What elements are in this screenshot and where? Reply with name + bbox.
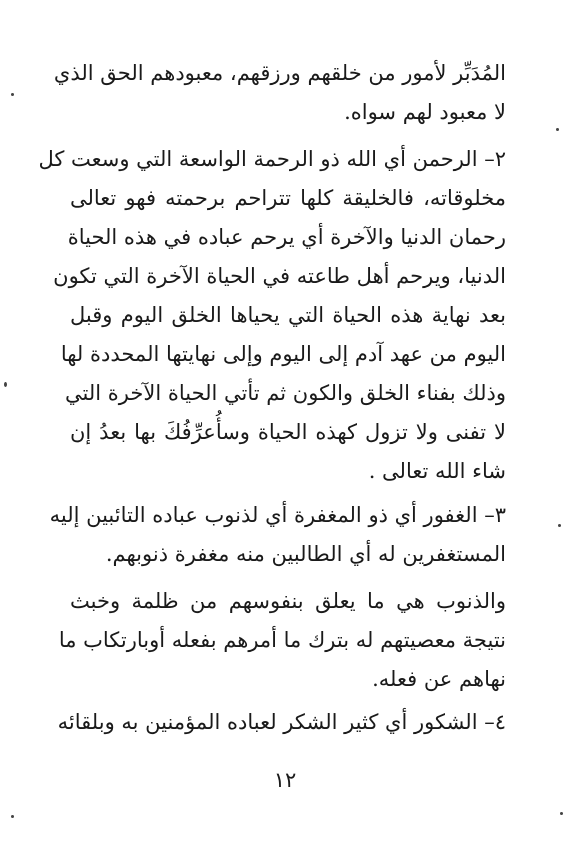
text-line: المُدَبِّر لأمور من خلقهم ورزقهم، معبودهم الحق الذي [53,61,506,85]
text-line: بعد نهاية هذه الحياة التي يحياها الخلق اليوم وقبل [70,303,506,327]
scan-speck [11,93,14,96]
paragraph-continuation [53,54,506,132]
text-line: مخلوقاته، فالخليقة كلها تتراحم برحمته فهو تعالى [70,186,506,210]
text-line: لا معبود لهم سواه. [344,100,506,124]
scan-speck [4,382,7,387]
text-line: شاء الله تعالى . [368,459,506,483]
text-line: اليوم من عهد آدم إلى اليوم وإلى نهايتها المحددة لها [60,342,506,366]
page-number: ١٢ [273,768,297,792]
paragraph-sins [58,582,506,699]
text-line: لا تفنى ولا تزول كهذه الحياة وسأُعرِّفُكَ بها بعدُ إن [70,420,506,444]
text-line: ٢– الرحمن أي الله ذو الرحمة الواسعة التي وسعت كل [38,147,506,171]
text-line: وذلك بفناء الخلق والكون ثم تأتي الحياة الآخرة التي [65,381,506,405]
scan-speck [556,128,559,131]
scan-speck [11,815,14,818]
text-line: والذنوب هي ما يعلق بنفوسهم من ظلمة وخبث [70,589,506,613]
text-line: ٣– الغفور أي ذو المغفرة أي لذنوب عباده التائبين إليه [49,503,506,527]
paragraph-item-2 [38,140,506,491]
text-line: نتيجة معصيتهم له بترك ما أمرهم بفعله أوبارتكاب ما [58,628,506,652]
scan-speck [558,524,561,527]
text-line: المستغفرين له أي الطالبين منه مغفرة ذنوبهم. [105,542,506,566]
text-line: نهاهم عن فعله. [372,667,506,691]
scan-speck [560,812,563,815]
text-line: ٤– الشكور أي كثير الشكر لعباده المؤمنين به وبلقائه [57,710,506,734]
text-line: رحمان الدنيا والآخرة أي يرحم عباده في هذه الحياة [67,225,506,249]
text-line: الدنيا، ويرحم أهل طاعته في الحياة الآخرة التي تكون [53,264,506,288]
paragraph-item-4 [57,703,506,742]
paragraph-item-3 [49,496,506,574]
